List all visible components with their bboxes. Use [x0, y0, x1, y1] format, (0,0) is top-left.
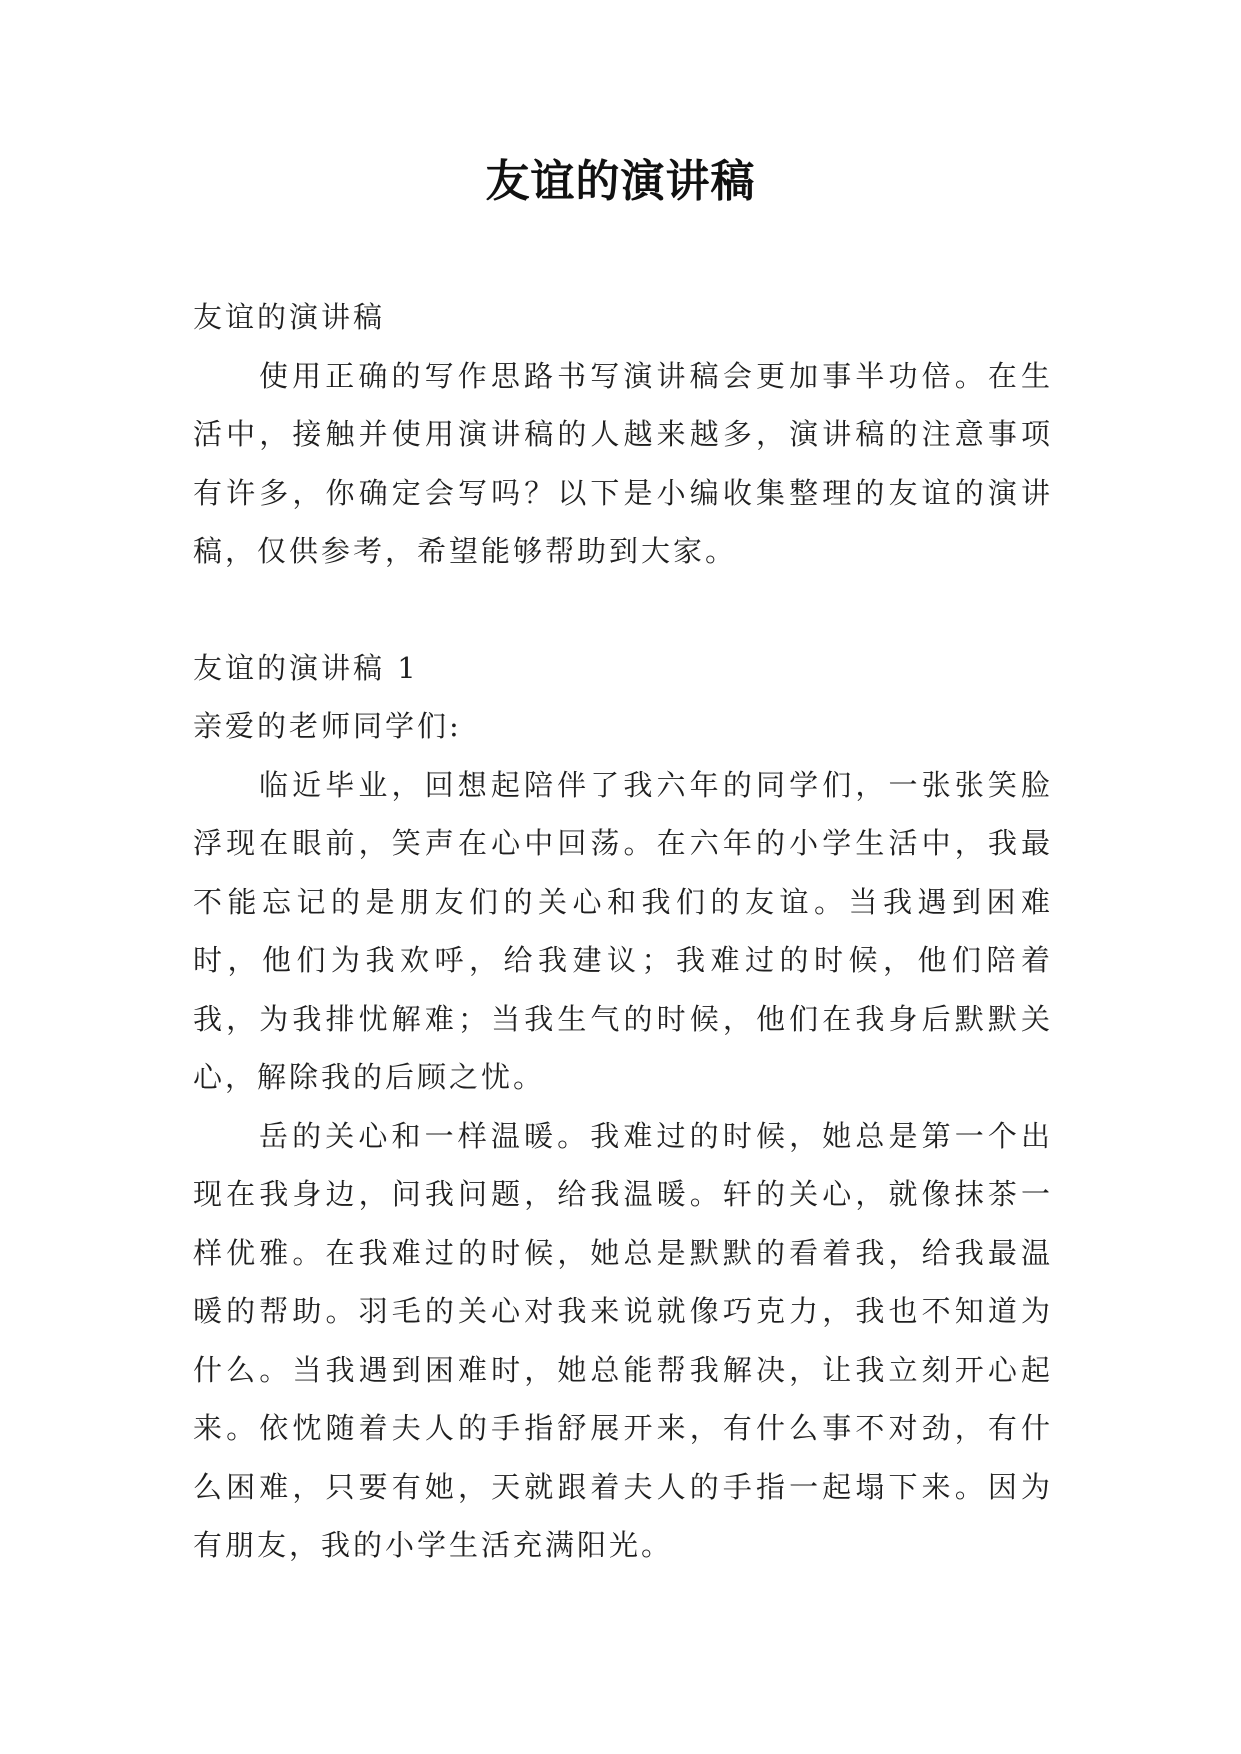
intro-heading: 友谊的演讲稿: [193, 300, 386, 334]
section1-heading: 友谊的演讲稿 1: [193, 650, 419, 685]
intro-paragraph: 使用正确的写作思路书写演讲稿会更加事半功倍。在生活中，接触并使用演讲稿的人越来越多，演讲稿的注意事项有许多，你确定会写吗？以下是小编收集整理的友谊的演讲稿，仅供参考，希望能够帮助到大家。: [193, 358, 1053, 568]
document-title: 友谊的演讲稿: [485, 156, 756, 207]
salutation: 亲爱的老师同学们:: [193, 709, 462, 743]
section1-paragraph-1: 临近毕业，回想起陪伴了我六年的同学们，一张张笑脸浮现在眼前，笑声在心中回荡。在六年的小学生活中，我最不能忘记的是朋友们的关心和我们的友谊。当我遇到困难时，他们为我欢呼，给我建议；我难过的时候，他们陪着我，为我排忧解难；当我生气的时候，他们在我身后默默关心，解除我的后顾之忧。: [193, 767, 1053, 1094]
section-spacer: [193, 581, 1053, 639]
document-body: [193, 288, 1053, 1575]
section1-paragraph-2: 岳的关心和一样温暖。我难过的时候，她总是第一个出现在我身边，问我问题，给我温暖。轩的关心，就像抹茶一样优雅。在我难过的时候，她总是默默的看着我，给我最温暖的帮助。羽毛的关心对我来说就像巧克力，我也不知道为什么。当我遇到困难时，她总能帮我解决，让我立刻开心起来。依忱随着夫人的手指舒展开来，有什么事不对劲，有什么困难，只要有她，天就跟着夫人的手指一起塌下来。因为有朋友，我的小学生活充满阳光。: [193, 1118, 1053, 1562]
